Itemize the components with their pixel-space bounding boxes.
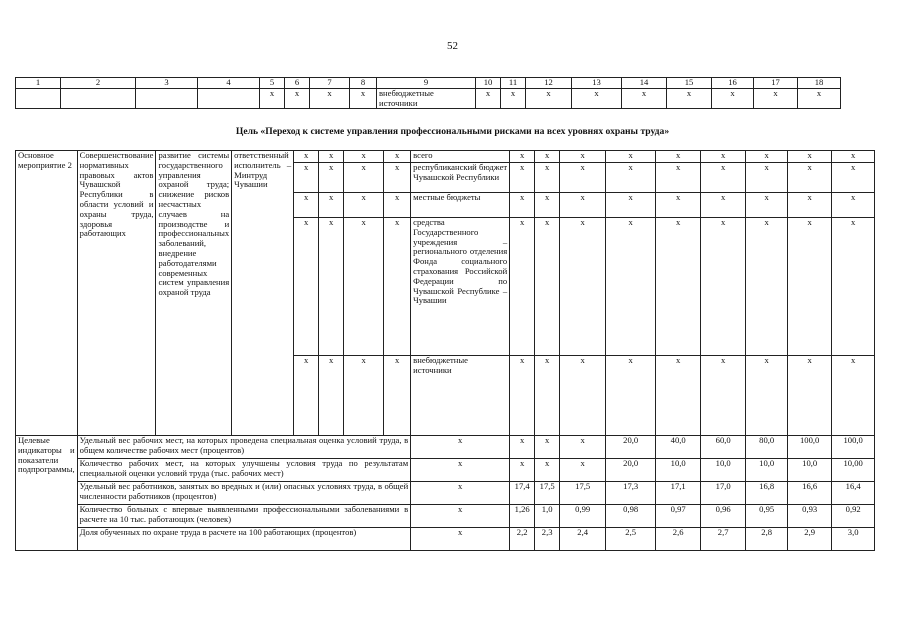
cell-value: x — [606, 218, 656, 356]
cell-value: x — [701, 193, 746, 218]
page-number: 52 — [447, 40, 458, 52]
cell-value: 17,1 — [656, 482, 701, 505]
cell-value: x — [319, 163, 344, 193]
column-number: 9 — [377, 78, 476, 89]
cell-value: x — [535, 193, 560, 218]
source-label: республиканский бюджет Чувашской Республики — [411, 163, 510, 193]
cell-value: x — [656, 218, 701, 356]
cell-value: x — [384, 193, 411, 218]
cell-value: x — [832, 218, 875, 356]
cell-value: 1,0 — [535, 505, 560, 528]
cell-value: 10,0 — [788, 459, 832, 482]
cell-value: x — [510, 193, 535, 218]
cell-value: x — [294, 163, 319, 193]
cell-value: x — [344, 193, 384, 218]
cell-value: x — [535, 459, 560, 482]
cell-value: x — [832, 356, 875, 436]
cell-value: x — [746, 151, 788, 163]
cell-value: 10,0 — [701, 459, 746, 482]
cell-value: x — [788, 163, 832, 193]
cell-value: x — [560, 218, 606, 356]
cell-value: 100,0 — [788, 436, 832, 459]
cell-value: x — [411, 436, 510, 459]
column-number: 13 — [572, 78, 622, 89]
cell-value: x — [344, 218, 384, 356]
table-row — [16, 151, 875, 163]
cell-value: x — [606, 151, 656, 163]
cell-value: 16,8 — [746, 482, 788, 505]
cell-value: x — [384, 151, 411, 163]
cell-value: x — [656, 193, 701, 218]
column-number: 17 — [754, 78, 798, 89]
cell-value: x — [560, 436, 606, 459]
cell-value: x — [746, 163, 788, 193]
cell-value: x — [701, 356, 746, 436]
cell-value: x — [411, 528, 510, 551]
cell-value: x — [535, 218, 560, 356]
cell-value: x — [411, 505, 510, 528]
column-number-row — [16, 78, 841, 89]
column-number: 18 — [798, 78, 841, 89]
cell-value: x — [344, 151, 384, 163]
event-content: развитие системы государственного управления охраной труда; снижение рисков несчастных случаев на производстве и профессиональных заболеваний, внедрение работодателями современных систем управления охраной труда — [156, 151, 232, 436]
cell-value: 10,0 — [746, 459, 788, 482]
cell-value: x — [560, 193, 606, 218]
cell-value: 10,0 — [656, 459, 701, 482]
cell-value: x — [606, 356, 656, 436]
source-label: внебюджетные источники — [377, 88, 476, 109]
column-number: 4 — [198, 78, 260, 89]
cell-value: x — [656, 163, 701, 193]
table-row — [16, 436, 875, 459]
table-row — [16, 505, 875, 528]
cell-value: x — [656, 151, 701, 163]
cell-value: x — [319, 151, 344, 163]
indicators-label: Целевые индикаторы и показатели подпрограммы, — [16, 436, 78, 551]
cell-value: x — [510, 163, 535, 193]
cell-value: 100,0 — [832, 436, 875, 459]
cell-value: 16,6 — [788, 482, 832, 505]
cell-value: x — [560, 356, 606, 436]
cell-value: 0,96 — [701, 505, 746, 528]
cell-value: x — [319, 218, 344, 356]
table-row — [16, 528, 875, 551]
column-number: 1 — [16, 78, 61, 89]
cell-value: 2,6 — [656, 528, 701, 551]
cell-value: x — [535, 436, 560, 459]
indicator-name: Доля обученных по охране труда в расчете на 100 работающих (процентов) — [77, 528, 411, 551]
cell-value: 0,92 — [832, 505, 875, 528]
cell-value: x — [701, 163, 746, 193]
indicator-name: Удельный вес рабочих мест, на которых проведена специальная оценка условий труда, в общем количестве рабочих мест (процентов) — [77, 436, 411, 459]
cell-value: x — [384, 218, 411, 356]
header-table — [15, 77, 841, 109]
cell-value: x — [832, 151, 875, 163]
source-label: местные бюджеты — [411, 193, 510, 218]
cell-value: 16,4 — [832, 482, 875, 505]
cell-value: 0,99 — [560, 505, 606, 528]
cell-value: 2,8 — [746, 528, 788, 551]
cell-value: x — [560, 163, 606, 193]
cell-value: 17,4 — [510, 482, 535, 505]
cell-value: x — [510, 459, 535, 482]
main-table — [15, 150, 875, 551]
column-number: 16 — [712, 78, 754, 89]
cell-value: x — [788, 356, 832, 436]
cell-value: 10,00 — [832, 459, 875, 482]
cell-value: x — [606, 163, 656, 193]
cell-value: x — [344, 163, 384, 193]
column-number: 14 — [622, 78, 667, 89]
column-number: 10 — [476, 78, 501, 89]
cell-value: 1,26 — [510, 505, 535, 528]
cell-value: 2,7 — [701, 528, 746, 551]
column-number: 3 — [136, 78, 198, 89]
indicator-name: Количество больных с впервые выявленными профессиональными заболеваниями в расчете на 10 тыс. работающих (человек) — [77, 505, 411, 528]
cell-value: x — [746, 218, 788, 356]
source-label: средства Государственного учреждения – регионального отделения Фонда социального страхования Российской Федерации по Чувашской Республике – Чувашии — [411, 218, 510, 356]
cell-value: 0,93 — [788, 505, 832, 528]
event-name: Основное мероприятие 2 — [16, 151, 78, 436]
column-number: 5 — [260, 78, 285, 89]
cell-value: 20,0 — [606, 459, 656, 482]
event-description: Совершенствование нормативных правовых актов Чувашской Республики в области условий и охраны труда, здоровья работающих — [77, 151, 156, 436]
table-row — [16, 459, 875, 482]
column-number: 6 — [285, 78, 310, 89]
cell-value: x — [344, 356, 384, 436]
table-row: x x x x внебюджетные источники x x x x x x x x x — [16, 88, 841, 109]
cell-value: x — [294, 218, 319, 356]
cell-value: x — [701, 151, 746, 163]
cell-value: 0,97 — [656, 505, 701, 528]
cell-value: x — [319, 193, 344, 218]
cell-value: x — [411, 482, 510, 505]
cell-value: 3,0 — [832, 528, 875, 551]
cell-value: x — [535, 151, 560, 163]
cell-value: x — [788, 151, 832, 163]
cell-value: 17,5 — [535, 482, 560, 505]
cell-value: x — [384, 163, 411, 193]
source-label: всего — [411, 151, 510, 163]
cell-value: x — [832, 163, 875, 193]
column-number: 7 — [310, 78, 350, 89]
cell-value: 0,98 — [606, 505, 656, 528]
cell-value: 2,5 — [606, 528, 656, 551]
column-number: 15 — [667, 78, 712, 89]
cell-value: x — [560, 151, 606, 163]
cell-value: 40,0 — [656, 436, 701, 459]
cell-value: x — [746, 356, 788, 436]
cell-value: 2,3 — [535, 528, 560, 551]
cell-value: x — [294, 356, 319, 436]
cell-value: x — [294, 193, 319, 218]
source-label: внебюджетные источники — [411, 356, 510, 436]
cell-value: x — [535, 356, 560, 436]
cell-value: 60,0 — [701, 436, 746, 459]
cell-value: x — [510, 218, 535, 356]
cell-value: x — [294, 151, 319, 163]
column-number: 12 — [526, 78, 572, 89]
cell-value: 2,2 — [510, 528, 535, 551]
cell-value: x — [701, 218, 746, 356]
cell-value: 17,3 — [606, 482, 656, 505]
cell-value: x — [560, 459, 606, 482]
cell-value: 20,0 — [606, 436, 656, 459]
cell-value: x — [656, 356, 701, 436]
column-number: 8 — [350, 78, 377, 89]
event-executor: ответственный исполнитель – Минтруд Чувашии — [232, 151, 294, 436]
cell-value: 17,5 — [560, 482, 606, 505]
cell-value: x — [411, 459, 510, 482]
cell-value: x — [510, 436, 535, 459]
cell-value: 17,0 — [701, 482, 746, 505]
cell-value: 80,0 — [746, 436, 788, 459]
column-number: 2 — [61, 78, 136, 89]
cell-value: x — [832, 193, 875, 218]
cell-value: x — [510, 356, 535, 436]
goal-heading: Цель «Переход к системе управления профессиональными рисками на всех уровнях охраны труда» — [235, 126, 670, 137]
cell-value: 2,4 — [560, 528, 606, 551]
indicator-name: Количество рабочих мест, на которых улучшены условия труда по результатам специальной оценки условий труда (тыс. рабочих мест) — [77, 459, 411, 482]
cell-value: x — [510, 151, 535, 163]
cell-value: x — [788, 218, 832, 356]
column-number: 11 — [501, 78, 526, 89]
cell-value: x — [606, 193, 656, 218]
cell-value: 2,9 — [788, 528, 832, 551]
cell-value: x — [788, 193, 832, 218]
cell-value: x — [535, 163, 560, 193]
cell-value: 0,95 — [746, 505, 788, 528]
cell-value: x — [384, 356, 411, 436]
cell-value: x — [319, 356, 344, 436]
cell-value: x — [746, 193, 788, 218]
table-row — [16, 482, 875, 505]
indicator-name: Удельный вес работников, занятых во вредных и (или) опасных условиях труда, в общей численности работников (процентов) — [77, 482, 411, 505]
